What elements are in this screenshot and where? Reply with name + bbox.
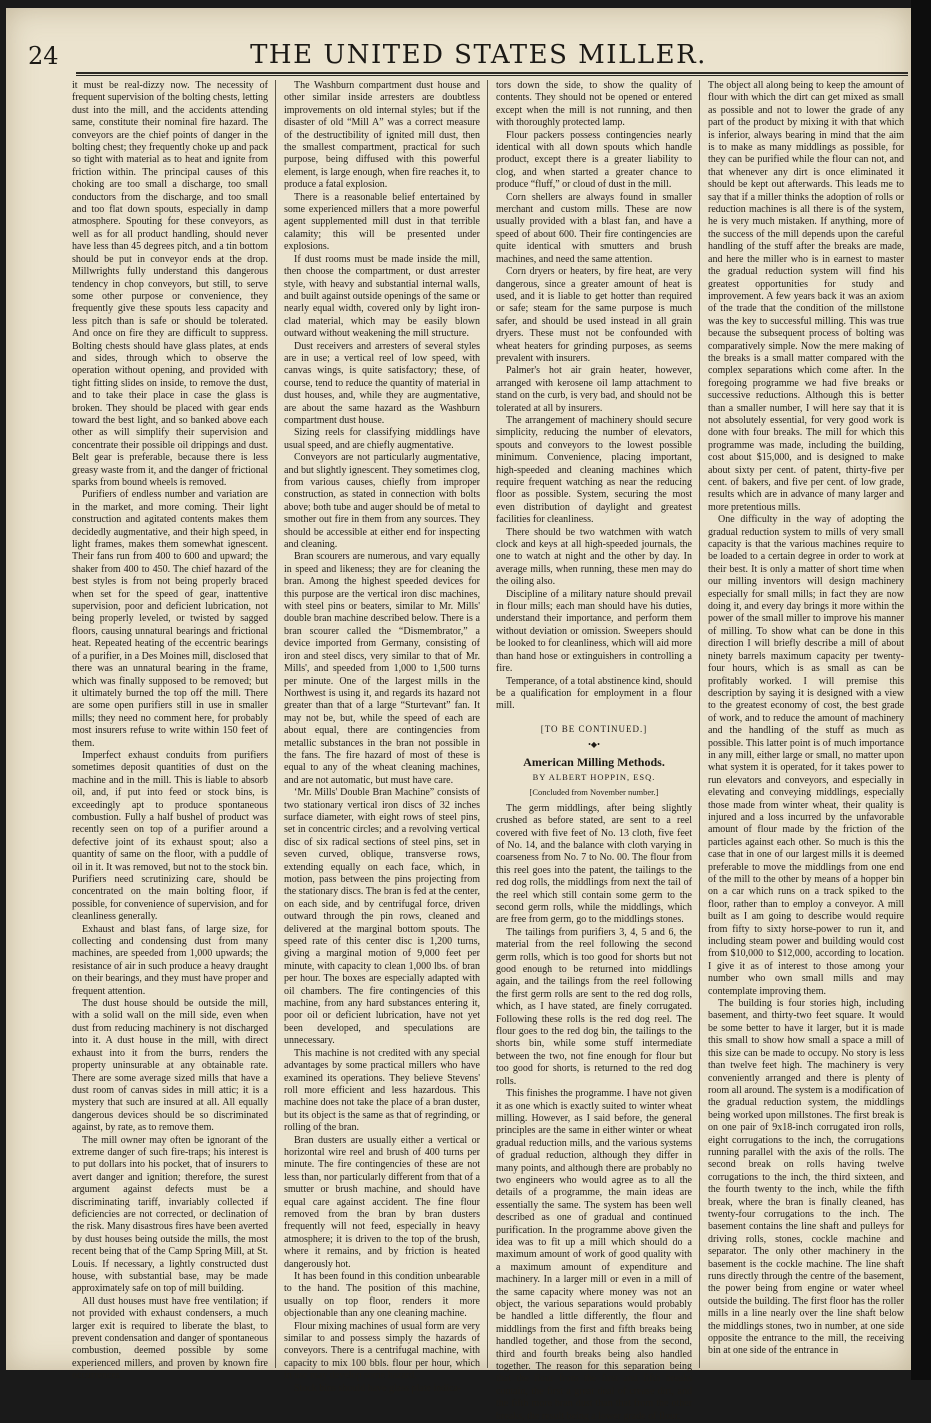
paragraph: Temperance, of a total abstinence kind, should be a qualification for employment in a flour mill. bbox=[496, 675, 692, 712]
paragraph: Discipline of a military nature should prevail in flour mills; each man should have his duties, understand their importance, and perform them without deviation or omission. Sweepers should be looked to for cleanliness, which will aid more than hand hose or extinguishers in controlling a fire. bbox=[496, 588, 692, 675]
paragraph: Flour packers possess contingencies nearly identical with all down spouts which handle product, except there is a greater liability to clog, and when started a greater chance to produce “fluff,” or cloud of dust in the mill. bbox=[496, 129, 692, 191]
paragraph: tors down the side, to show the quality of contents. They should not be opened or entered except when the mill is not running, and then with thoroughly protected lamp. bbox=[496, 80, 692, 129]
column-2 bbox=[284, 80, 480, 1394]
paragraph: Bran scourers are numerous, and vary equally in speed and likeness; they are for cleaning the bran. Among the highest speeded devices for this purpose are the vertical iron disc machines, with steel pins or beaters, similar to Mr. Mills' double bran machine described below. There is a bran scourer called the “Dismembrator,” a device imported from Germany, consisting of iron and steel discs, very similar to that of Mr. Mills', and speeded from 1,000 to 1,500 turns per minute. One of the largest mills in the Northwest is using it, and regards its hazard not greater than that of a large “Sturtevant” fan. It may not be, but, while the speed of each are about equal, there are contingencies from metallic substances in the bran not possible in the fans. The fire hazard of most of these is equal to any of the wheat cleaning machines, and are not automatic, but must have care. bbox=[284, 551, 480, 786]
paragraph: Palmer's hot air grain heater, however, arranged with kerosene oil lamp attachment to stand on the curb, is very bad, and should not be tolerated at all by insurers. bbox=[496, 365, 692, 414]
paragraph: The mill owner may often be ignorant of the extreme danger of such fire-traps; his interest is to put dollars into his pocket, that of insurers to avert danger and ignition; therefore, the surest argument against defects must be a discriminating tariff, invariably collected if deficiencies are not corrected, or declination of the risk. Many disastrous fires have been averted by dust houses being outside the mills, the most recent being that of the Camp Spring Mill, at St. Louis. If necessary, a lightly constructed dust house, with substantial base, may be made approximately safe on top of mill building. bbox=[72, 1134, 268, 1295]
ornament-divider: •◆• bbox=[588, 740, 600, 750]
column-divider bbox=[487, 80, 488, 1368]
paragraph: it must be real-dizzy now. The necessity of frequent supervision of the bolting chests, letting dust into the mill, and the accidents attending same, constitute their nominal fire hazard. The conveyors are the chief points of danger in the bolting chest; they frequently choke up and pack so tight with material as to heat and ignite from friction within. The principal causes of this choking are too small a discharge, too small conductors from the discharge, and too small and too flat down spouts, especially in damp atmosphere. Spouting for these conveyors, as well as for all product handling, should never have less than 45 degrees pitch, and a tin bottom should be put in conveyor ends at the drop. Millwrights fully understand this dangerous tendency in chop conveyors, but still, to serve some other purpose or convenience, they frequently give these spouts less capacity and less pitch than is safe or should be tolerated. And once on fire they are difficult to suppress. Bolting chests should have glass plates, at ends and sides, through which to observe the operation without opening, and provided with tight fitting slides on inside, to remove the dust, and to take their place in case the glass is broken. They should be placed with gear ends toward the best light, and so banked above each other as will simplify their supervision and concentrate their possible oil drippings and dust. Belt gear is preferable, because there is less greasy waste from it, and the danger of frictional sparks from bound wheels is removed. bbox=[72, 80, 268, 488]
columns bbox=[72, 80, 910, 1422]
newspaper-page bbox=[6, 8, 911, 1422]
paragraph: ‘Mr. Mills' Double Bran Machine” consists of two stationary vertical iron discs of 32 inches surface diameter, with eight rows of steel pins, set in concentric circles; and a revolving vertical disc of six radical sections of steel pins, set in seven curved, oblique, transverse rows, extending equally on each face, which, in motion, pass between the pins projecting from the stationary discs. The bran is fed at the center, on each side, and by centrifugal force, driven outward through the pin rows, cleaned and delivered at the marginal bottom spouts. The speed rate of this center disc is 1,200 turns, giving a marginal motion of 9,000 feet per minute, with capacity to clean 1,000 lbs. of bran per hour. The boxes are especially adapted with oil chambers. The fire contingencies of this machine, from any hard substances entering it, poor oil or deficient lubrication, have not yet been developed, and speculations are unnecessary. bbox=[284, 787, 480, 1047]
header-rule-thin bbox=[76, 75, 908, 76]
paragraph: Imperfect exhaust conduits from purifiers sometimes deposit quantities of dust on the machine and in the mill. This is liable to absorb oil, and, if put into feed or stock bins, is exceedingly apt to produce spontaneous combustion. Fully a half bushel of product was recently seen on top of a purifier around a defective joint of its exhaust spout; also a quantity of same on the floor, with a puddle of oil in it. It was removed, but not to the stock bin. Purifiers need scrutinizing care, should be concentrated on the main bolting floor, if possible, for convenience of supervision, and for cleanliness generally. bbox=[72, 749, 268, 923]
paragraph: Corn shellers are always found in smaller merchant and custom mills. These are now usually provided with a blast fan, and have a speed of about 600. Their fire contingencies are quite identical with smutters and brush machines, and need the same attention. bbox=[496, 191, 692, 265]
paragraph: One difficulty in the way of adopting the gradual reduction system to mills of very small capacity is that the various machines require to be loaded to a certain degree in order to work at their best. It is only a matter of short time when our milling inventors will design machinery especially for small mills; in fact they are now doing it, and every day brings it more within the power of the small miller to improve his manner of milling. To show what can be done in this direction I will briefly describe a mill of about ninety barrels maximum capacity per twenty-four hours, which is as small as can be profitably worked. I will premise this description by saying it is designed with a view to the greatest economy of cost, the best grade of work, and to reduce the amount of machinery and the handling of the stuff as much as possible. This latter point is of much importance in any mill, either large or small, no matter upon what system it is operated, for it takes power to run elevators and conveyors, and especially in elevating and conveying middlings, especially those made from winter wheat, their quality is injured and a loss incurred by the unfavorable amount of flour made by the friction of the particles against each other. So much is this the case that in one of our largest mills it is deemed preferable to move the middlings from one end of the mill to the other by means of a hopper bin on a car which runs on a track spiked to the floor, rather than to employ a conveyor. A mill built as I am going to describe would require from fifty to sixty horse-power to run it, and including steam power and building would cost from $10,000 to $12,000, according to location. I give it as of interest to those among your number who own small mills and may contemplate improving them. bbox=[708, 514, 904, 997]
paragraph: Stock bins should have glass plate indica- bbox=[294, 1382, 462, 1394]
paragraph: Conveyors are not particularly augmentative, and but slightly ignescent. They sometimes clog, from various causes, chiefly from improper construction, as stated in connection with bolts above; both tube and auger should be of metal to smother out fire in them from any sources. They should be accessible at either end for inspecting and cleaning. bbox=[284, 452, 480, 551]
column-3 bbox=[496, 80, 692, 1422]
paragraph: Bran dusters are usually either a vertical or horizontal wire reel and brush of 400 turns per minute. The fire contingencies of these are not less than, nor particularly different from that of a smutter or brush machine, and should have equal care against accident. The fine flour removed from the bran by bran dusters frequently will not feed, especially in heavy atmosphere; it is driven to the top of the brush, where it remains, and by friction is heated dangerously hot. bbox=[284, 1134, 480, 1270]
paragraph: The building is four stories high, including basement, and thirty-two feet square. It would be some better to have it larger, but it is made this small to show how small a space a mill of this size can be made to occupy. No story is less than twelve feet high. The machinery is very conveniently arranged and there is plenty of room all around. The system is a modification of the gradual reduction system, the middlings being worked upon millstones. The first break is on one pair of 9x18-inch corrugated iron rolls, eight corrugations to the inch, the corrugations running parallel with the axis of the rolls. The second break on rolls having twelve corrugations to the inch, the third sixteen, and the fourth twenty to the inch, while the fifth break, where the bran is finally cleaned, has twenty-four corrugations to the inch. The basement contains the line shaft and pulleys for driving rolls, stones, cockle machine and separator. The only other machinery in the basement is the cockle machine. The line shaft runs directly through the centre of the basement, the power being from engine or water wheel outside the building. The first floor has the roller mills in a line nearly over the line shaft below the middlings stones, two in number, at one side opposite the entrance to the mill, the receiving bin at one side of the entrance in bbox=[708, 998, 904, 1357]
article-byline: BY ALBERT HOPPIN, ESQ. bbox=[532, 771, 656, 782]
paragraph: This machine is not credited with any special advantages by some practical millers who have examined its operations. They believe Stevens' roll more efficient and less hazardous. This machine does not take the place of a bran duster, but its object is the same as that of regrinding, or rolling of the bran. bbox=[284, 1047, 480, 1134]
paragraph: Corn dryers or heaters, by fire heat, are very dangerous, since a greater amount of heat is used, and it is liable to get hotter than required or safe; steam for the same purpose is much safer, and should be used instead in all grain dryers. These must not be confounded with wheat heaters for grinding purposes, as seems prevalent with insurers. bbox=[496, 266, 692, 364]
page-number: 24 bbox=[28, 42, 59, 70]
scan-edge bbox=[911, 0, 931, 1380]
paragraph: There should be two watchmen with watch clock and keys at all high-speeded journals, the one to watch at night and the other by day. In average mills, when running, these men may do the oiling also. bbox=[496, 526, 692, 588]
concluded-notice: [Concluded from November number.] bbox=[529, 787, 659, 798]
paragraph: Sizing reels for classifying middlings have usual speed, and are chiefly augmentative. bbox=[284, 427, 480, 451]
paragraph: The object all along being to keep the amount of flour with which the dirt can get mixed as small as possible and not to lower the grade of any part of the product by mixing it with that which is inferior, always bearing in mind that the aim is to make as many middlings as possible, for they can be purified while the flour can not, and that whenever any dirt is once eliminated it should be kept out afterwards. This leads me to say that if a miller thinks the adoption of rolls or reduction machines is all there is of the system, he is very much mistaken. If anything, more of the success of the mill depends upon the careful handling of the stuff after the breaks are made, and here the miller who is in earnest to master the gradual reduction system will find his greatest opportunities for study and improvement. A few years back it was an axiom of the trade that the condition of the millstone was the key to successful milling. This was true because the subsequent process of bolting was comparatively simple. Now the mere making of the breaks is a small matter compared with the complex separations which come after. In the foregoing programme we had five breaks or successive reductions. Although this is better than a smaller number, I will here say that it is not absolutely essential, for very good work is done with four breaks. The mill for which this programme was made, including the building, cost about $15,000, and is designed to make about sixty per cent. of patent, thirty-five per cent. of bakers, and five per cent. of low grade, results which are in advance of many larger and more pretentious mills. bbox=[708, 80, 904, 513]
paragraph: If dust rooms must be made inside the mill, then choose the compartment, or dust arrester style, with heavy and substantial internal walls, and built against outside openings of the same or nearly equal width, covered only by light iron-clad material, which may be easily blown outward without weakening the mill structure. bbox=[284, 253, 480, 340]
paragraph: The dust house should be outside the mill, with a solid wall on the mill side, even when dust from reducing machinery is not discharged into it. A dust house in the mill, with direct exhaust into it from the burrs, renders the property uninsurable at any obtainable rate. There are some average sized mills that have a dust room of canvas sides in mill attic; it is a mystery that such are insured at all. All equally dangerous devices should be so discriminated against, by rate, as to remove them. bbox=[72, 998, 268, 1134]
paragraph: The Washburn compartment dust house and other similar inside arresters are doubtless improvements on old internal styles; but if the disaster of old “Mill A” was a correct measure of the destructibility of ignited mill dust, then the smallest compartment, practical for such purpose, being diffused with this powerful element, is large enough, when fire reaches it, to produce a fatal explosion. bbox=[284, 80, 480, 191]
paragraph: The germ middlings, after being slightly crushed as before stated, are sent to a reel covered with five feet of No. 13 cloth, five feet of No. 14, and the balance with cloth varying in coarseness from No. 7 to No. 00. The flour from this reel goes into the patent, the tailings to the red dog rolls, the middlings from next the tail of the reel which still contain some germ to the second germ rolls, while the middlings, which are free from germ, go to the middlings stones. bbox=[496, 802, 692, 926]
column-divider bbox=[275, 80, 276, 1368]
paragraph: Exhaust and blast fans, of large size, for collecting and condensing dust from many machines, are speeded from 1,000 upwards; the resistance of air in such produce a heavy draught on their bearings, and they must have proper and frequent attention. bbox=[72, 923, 268, 997]
paragraph: All dust houses must have free ventilation; if not provided with exhaust condensers, a much larger exit is required to liberate the blast, to prevent condensation and danger of spontaneous combustion, deemed possible by some experienced millers, and proven by known fire occurrences. bbox=[72, 1295, 268, 1382]
article-title: American Milling Methods. bbox=[523, 754, 665, 769]
continued-notice: [TO BE CONTINUED.] bbox=[540, 723, 648, 734]
paragraph: There is a reasonable belief entertained by some experienced millers that a more powerful agent supplemented mill dust in that terrible calamity; this will be presented under explosions. bbox=[284, 191, 480, 253]
paragraph: Flour mixing machines of usual form are very similar to and possess simply the hazards of conveyors. There is a centrifugal machine, with capacity to mix 100 bbls. flour per hour, which in use may develop some hazard. bbox=[284, 1320, 480, 1382]
column-1 bbox=[72, 80, 268, 1382]
masthead-title: THE UNITED STATES MILLER. bbox=[250, 40, 707, 70]
paragraph: Purifiers of endless number and variation are in the market, and more coming. Their light construction and agitated contents makes them decidedly augmentative, and their high speed, in light frames, makes them somewhat ignescent. Their fans run from 400 to 600 and upward; the shaker from 400 to 450. The chief hazard of the best styles is from not being properly braced when set for the speed of gear, inattentive supervision, poor and deficient lubrication, not being properly leveled, or twisted by sagged floors, causing unnatural bearings and frictional heat. Repeated heating of the eccentric bearings of a purifier, in a Des Moines mill, disclosed that there was an unnatural bearing in the frame, which was finally supposed to be removed; but it ultimately burned the top off the mill. There are some open purifiers still in use in smaller mills; they need no comment here, for probably most insurers refuse to write within 150 feet of them. bbox=[72, 489, 268, 749]
paragraph: It has been found in this condition unbearable to the hand. The position of this machine, usually on top floor, renders it more objectionable than any one cleaning machine. bbox=[284, 1271, 480, 1320]
header-rule bbox=[76, 72, 908, 74]
paragraph: The tailings from purifiers 3, 4, 5 and 6, the material from the reel following the second germ rolls, which is too good for shorts but not good enough to be returned into middlings again, and the tailings from the reel following the first germ rolls are sent to the red dog rolls, which, as I have stated, are finely corrugated. Following these rolls is the red dog reel. The flour goes to the red dog bin, the tailings to the shorts bin, while some stuff intermediate between the two, not fine enough for flour but too good for shorts, is returned to the red dog rolls. bbox=[496, 926, 692, 1087]
paragraph: Dust receivers and arresters of several styles are in use; a vertical reel of low speed, with canvas wings, is quite satisfactory; these, of course, tend to reduce the quantity of material in dust houses, and, while they are augmentative, are about the same hazard as the Washburn compartment dust house. bbox=[284, 340, 480, 426]
column-divider bbox=[699, 80, 700, 1368]
paragraph: This finishes the programme. I have not given it as one which is exactly suited to winter wheat milling. However, as I said before, the general principles are the same in either winter or wheat gradual reduction mills, and the various systems of gradual reduction, although they differ in many points, and although there are probably no two engineers who would agree as to all the details of a programme, the main ideas are essentially the same. The system has been well described as one of gradual and continued purification. In the programme above given the idea was to fit up a mill which should do a maximum amount of work of good quality with a maximum amount of expenditure and machinery. In a larger mill or even in a mill of the same capacity where money was not an object, the various separations would probably be handled a little differently, the flour and middlings from the first and fifth breaks being handled together, and those from the second, third and fourth breaks being also handled together. The reason for this separation being that the flour from the first and fifth breaks contain, the first a great deal of crease dirt, and the fifth more bran dust than that from the other breaks, the result being a lower grade of flour. bbox=[496, 1088, 692, 1422]
paragraph: The arrangement of machinery should secure simplicity, reducing the number of elevators, spouts and conveyors to the lowest possible minimum. Convenience, placing important, high-speeded and cleaning machines which require frequent watching as near the reducing floor as possible. System, securing the most even distribution of daylight and greatest facilities for cleanliness. bbox=[496, 414, 692, 526]
column-4 bbox=[708, 80, 904, 1368]
